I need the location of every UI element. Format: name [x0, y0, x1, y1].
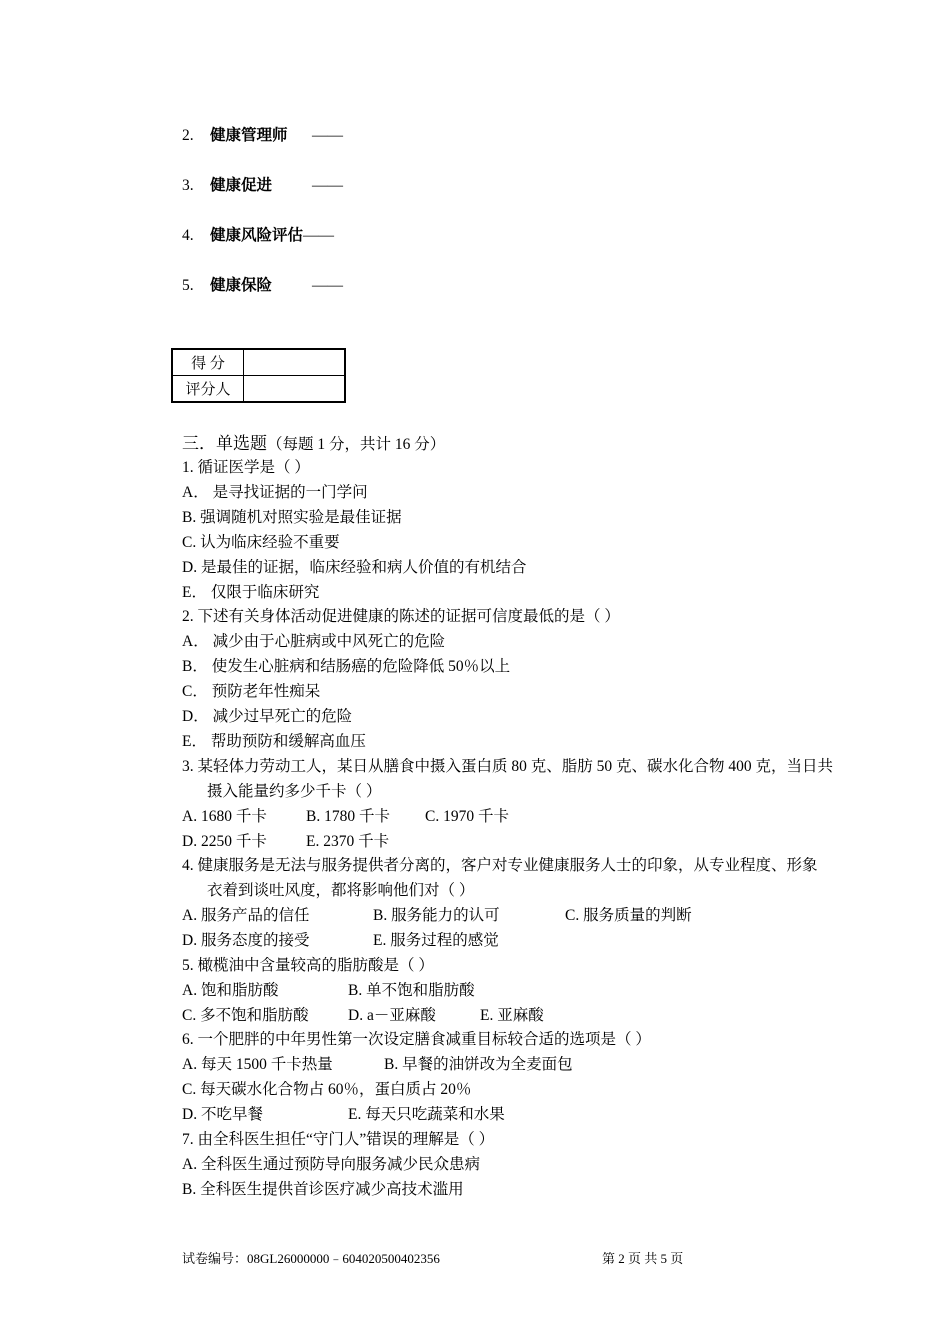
option: A. 每天 1500 千卡热量 — [182, 1056, 333, 1073]
option-row — [182, 981, 475, 1001]
term: 健康风险评估 — [210, 227, 304, 244]
option: A． 减少由于心脏病或中风死亡的危险 — [182, 633, 446, 650]
option: D． 减少过早死亡的危险 — [182, 708, 353, 725]
page-number: 第 2 页 共 5 页 — [602, 1251, 684, 1266]
question-continuation: 摄入能量约多少千卡（ ） — [207, 783, 382, 800]
option-row — [182, 832, 389, 852]
option: E． 仅限于临床研究 — [182, 584, 320, 601]
section-title: 三．单选题 — [182, 434, 267, 453]
term: 健康促进 — [210, 177, 273, 194]
definition-item — [182, 276, 343, 296]
score-field — [244, 349, 346, 376]
question-continuation: 衣着到谈吐风度，都将影响他们对（ ） — [207, 882, 475, 899]
option: D. 是最佳的证据，临床经验和病人价值的有机结合 — [182, 559, 527, 576]
option: E. 2370 千卡 — [306, 833, 390, 850]
question: 7. 由全科医生担任“守门人”错误的理解是（ ） — [182, 1131, 495, 1148]
option: D. 不吃早餐 — [182, 1106, 263, 1123]
option-row — [182, 931, 499, 951]
option: E． 帮助预防和缓解高血压 — [182, 733, 366, 750]
score-label: 得 分 — [172, 349, 244, 376]
question: 1. 循证医学是（ ） — [182, 459, 310, 476]
option: C. 服务质量的判断 — [565, 907, 692, 924]
section-heading — [182, 434, 445, 455]
section-note: （每题 1 分，共计 16 分） — [267, 436, 446, 453]
option-row — [182, 1055, 573, 1075]
option-row — [182, 1006, 544, 1026]
option: C. 认为临床经验不重要 — [182, 534, 340, 551]
option: A. 1680 千卡 — [182, 808, 267, 825]
grader-label: 评分人 — [172, 376, 244, 403]
question: 4. 健康服务是无法与服务提供者分离的，客户对专业健康服务人士的印象，从专业程度、形象 — [182, 857, 818, 874]
option: A. 服务产品的信任 — [182, 907, 310, 924]
option-row — [182, 807, 509, 827]
option: A． 是寻找证据的一门学问 — [182, 484, 368, 501]
answer-dash: —— — [312, 177, 343, 194]
option: B. 早餐的油饼改为全麦面包 — [384, 1056, 573, 1073]
option: B. 服务能力的认可 — [373, 907, 500, 924]
question: 6. 一个肥胖的中年男性第一次设定膳食减重目标较合适的选项是（ ） — [182, 1031, 651, 1048]
option: B． 使发生心脏病和结肠癌的危险降低 50％以上 — [182, 658, 511, 675]
option: B. 单不饱和脂肪酸 — [348, 982, 475, 999]
score-table — [171, 348, 346, 403]
option: C． 预防老年性痴呆 — [182, 683, 321, 700]
answer-dash: —— — [312, 277, 343, 294]
option: C. 每天碳水化合物占 60％，蛋白质占 20％ — [182, 1081, 472, 1098]
item-number: 4. — [182, 227, 194, 244]
option: E. 每天只吃蔬菜和水果 — [348, 1106, 505, 1123]
question: 2. 下述有关身体活动促进健康的陈述的证据可信度最低的是（ ） — [182, 608, 620, 625]
option-row — [182, 1105, 505, 1125]
option: D. 服务态度的接受 — [182, 932, 310, 949]
item-number: 2. — [182, 127, 194, 144]
option: C. 多不饱和脂肪酸 — [182, 1007, 309, 1024]
option: D. a－亚麻酸 — [348, 1007, 436, 1024]
definition-item — [182, 176, 343, 196]
option: C. 1970 千卡 — [425, 808, 509, 825]
option: B. 强调随机对照实验是最佳证据 — [182, 509, 402, 526]
option: A. 全科医生通过预防导向服务减少民众患病 — [182, 1156, 480, 1173]
definition-item — [182, 126, 343, 146]
item-number: 3. — [182, 177, 194, 194]
question: 3. 某轻体力劳动工人，某日从膳食中摄入蛋白质 80 克、脂肪 50 克、碳水化合物 400 克，当日共 — [182, 758, 834, 775]
question: 5. 橄榄油中含量较高的脂肪酸是（ ） — [182, 957, 434, 974]
option: E. 亚麻酸 — [480, 1007, 544, 1024]
term: 健康管理师 — [210, 127, 288, 144]
option-row — [182, 906, 692, 926]
answer-dash: —— — [312, 127, 343, 144]
definition-item — [182, 226, 334, 246]
term: 健康保险 — [210, 277, 273, 294]
answer-dash: —— — [303, 227, 335, 244]
item-number: 5. — [182, 277, 194, 294]
option: B. 全科医生提供首诊医疗减少高技术滥用 — [182, 1181, 464, 1198]
option: A. 饱和脂肪酸 — [182, 982, 279, 999]
exam-number: 试卷编号：08GL26000000﹣604020500402356 — [182, 1251, 440, 1266]
option: D. 2250 千卡 — [182, 833, 267, 850]
option: B. 1780 千卡 — [306, 808, 390, 825]
grader-field — [244, 376, 346, 403]
option: E. 服务过程的感觉 — [373, 932, 499, 949]
